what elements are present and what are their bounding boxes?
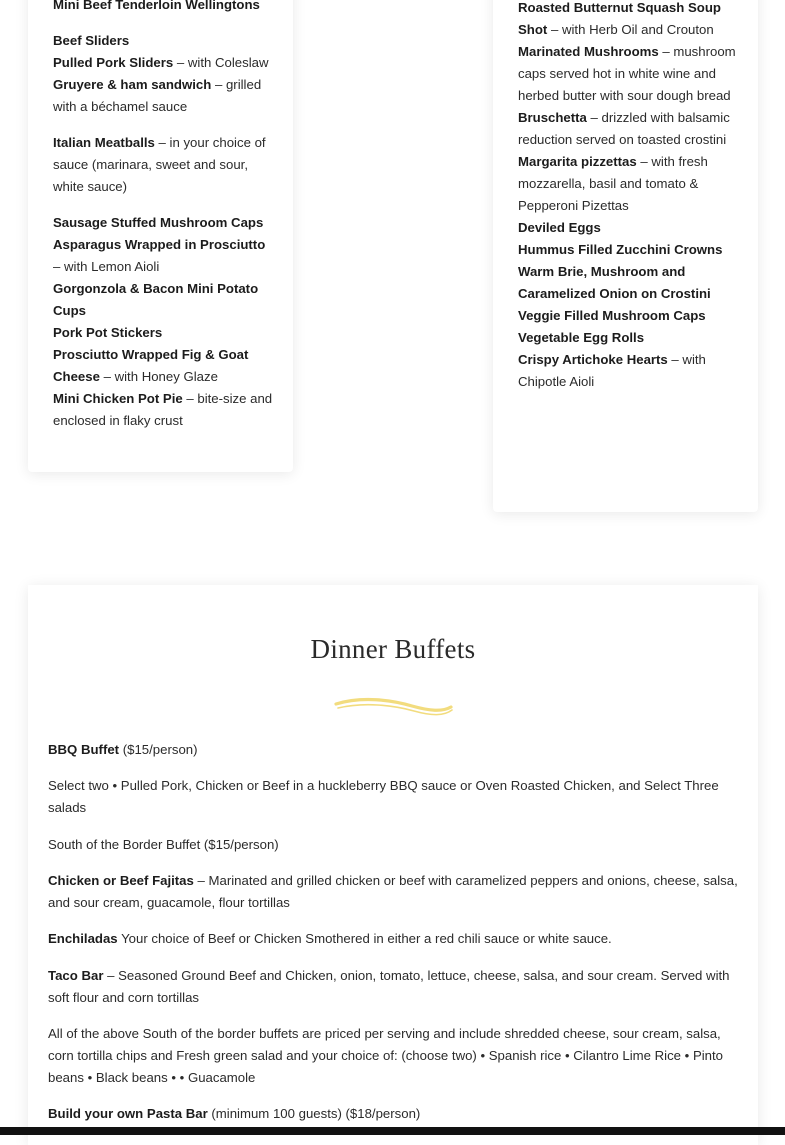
- menu-item: [518, 41, 740, 107]
- menu-item: [518, 349, 740, 393]
- fajitas-description: – Marinated and grilled chicken or beef with caramelized peppers and onions, cheese, salsa, and sour cream, guacamole, flour tortillas: [48, 873, 738, 910]
- menu-item: [518, 327, 740, 349]
- menu-item-name: Pork Pot Stickers: [53, 325, 163, 340]
- menu-item-name: Beef Sliders: [53, 33, 130, 48]
- menu-item: [53, 322, 275, 344]
- pasta-bar-item: [48, 1103, 743, 1125]
- menu-item: [53, 344, 275, 388]
- menu-item-name: Italian Meatballs: [53, 135, 155, 150]
- menu-spacer: [53, 16, 275, 30]
- menu-item: [53, 30, 275, 52]
- bbq-buffet-label: BBQ Buffet: [48, 742, 120, 757]
- menu-item: [53, 278, 275, 322]
- menu-item-name: Hummus Filled Zucchini Crowns: [518, 242, 723, 257]
- enchiladas-label: Enchiladas: [48, 931, 118, 946]
- menu-spacer: [53, 118, 275, 132]
- menu-item-description: – in your choice of sauce (marinara, sweet and sour, white sauce): [53, 135, 266, 194]
- menu-item-description: – with Coleslaw: [173, 55, 269, 70]
- left-menu-list: [53, 0, 275, 432]
- taco-bar-label: Taco Bar: [48, 968, 104, 983]
- menu-item: [518, 305, 740, 327]
- menu-item: [518, 151, 740, 217]
- right-menu-list: [518, 0, 740, 393]
- menu-item-name: Prosciutto Wrapped Fig & Goat Cheese: [53, 347, 249, 384]
- menu-item-name: Warm Brie, Mushroom and Caramelized Onion on Crostini: [518, 264, 711, 301]
- section-title: Dinner Buffets: [310, 634, 476, 664]
- menu-item: [53, 388, 275, 432]
- menu-item: [518, 217, 740, 239]
- fajitas-item: [48, 870, 743, 914]
- menu-item-description: – with Chipotle Aioli: [518, 352, 706, 389]
- pasta-bar-price: (minimum 100 guests) ($18/person): [207, 1106, 421, 1121]
- menu-item-name: Asparagus Wrapped in Prosciutto: [53, 237, 266, 252]
- taco-bar-description: – Seasoned Ground Beef and Chicken, onion, tomato, lettuce, cheese, salsa, and sour cream. Served with soft flour and corn tortillas: [48, 968, 730, 1005]
- fajitas-label: Chicken or Beef Fajitas: [48, 873, 194, 888]
- menu-item: [53, 212, 275, 234]
- menu-item: [53, 52, 275, 74]
- menu-item: [53, 234, 275, 278]
- menu-item: [53, 0, 275, 16]
- menu-item: [518, 0, 740, 41]
- menu-item: [53, 74, 275, 118]
- menu-item-description: – grilled with a béchamel sauce: [53, 77, 262, 114]
- decorative-swoosh-icon: [332, 694, 456, 724]
- menu-item-name: Margarita pizzettas: [518, 154, 637, 169]
- enchiladas-item: [48, 928, 743, 950]
- menu-item: [518, 239, 740, 261]
- south-border-note: All of the above South of the border buffets are priced per serving and include shredded cheese, sour cream, salsa, corn tortilla chips and Fresh green salad and your choice of: (choose two) • Spanish rice • Cilantro Lime Rice • Pinto beans • Black beans • • Guacamole: [48, 1026, 724, 1085]
- menu-item-name: Gruyere & ham sandwich: [53, 77, 212, 92]
- menu-spacer: [53, 198, 275, 212]
- menu-item-name: Deviled Eggs: [518, 220, 601, 235]
- menu-item-name: Gorgonzola & Bacon Mini Potato Cups: [53, 281, 259, 318]
- menu-item-description: – with Lemon Aioli: [53, 259, 160, 274]
- pasta-bar-label: Build your own Pasta Bar: [48, 1106, 208, 1121]
- menu-item-name: Veggie Filled Mushroom Caps: [518, 308, 706, 323]
- taco-bar-item: [48, 965, 743, 1009]
- menu-item: [53, 132, 275, 198]
- menu-item-description: – drizzled with balsamic reduction served on toasted crostini: [518, 110, 730, 147]
- menu-item-name: Roasted Butternut Squash Soup Shot: [518, 0, 721, 37]
- menu-item-name: Pulled Pork Sliders: [53, 55, 174, 70]
- bottom-bar: [0, 1127, 785, 1135]
- south-border-heading: South of the Border Buffet ($15/person): [48, 837, 279, 852]
- menu-item-description: – with fresh mozzarella, basil and tomato & Pepperoni Pizettas: [518, 154, 708, 213]
- menu-item-name: Marinated Mushrooms: [518, 44, 659, 59]
- menu-item-name: Crispy Artichoke Hearts: [518, 352, 668, 367]
- menu-item: [518, 261, 740, 305]
- menu-item-description: – with Herb Oil and Crouton: [547, 22, 714, 37]
- menu-item-description: – mushroom caps served hot in white wine and herbed butter with sour dough bread: [518, 44, 736, 103]
- enchiladas-description: Your choice of Beef or Chicken Smothered in either a red chili sauce or white sauce.: [117, 931, 612, 946]
- menu-item-name: Mini Beef Tenderloin Wellingtons: [53, 0, 260, 12]
- menu-item-name: Sausage Stuffed Mushroom Caps: [53, 215, 264, 230]
- menu-item-description: – with Honey Glaze: [99, 369, 218, 384]
- bbq-buffet-description: Select two • Pulled Pork, Chicken or Beef in a huckleberry BBQ sauce or Oven Roasted Chicken, and Select Three salads: [48, 778, 719, 815]
- menu-item-name: Bruschetta: [518, 110, 587, 125]
- bbq-buffet-price: ($15/person): [119, 742, 198, 757]
- menu-item-name: Vegetable Egg Rolls: [518, 330, 645, 345]
- menu-item-name: Mini Chicken Pot Pie: [53, 391, 183, 406]
- menu-item: [518, 107, 740, 151]
- bbq-buffet-heading: [48, 739, 743, 761]
- menu-item-description: – bite-size and enclosed in flaky crust: [53, 391, 273, 428]
